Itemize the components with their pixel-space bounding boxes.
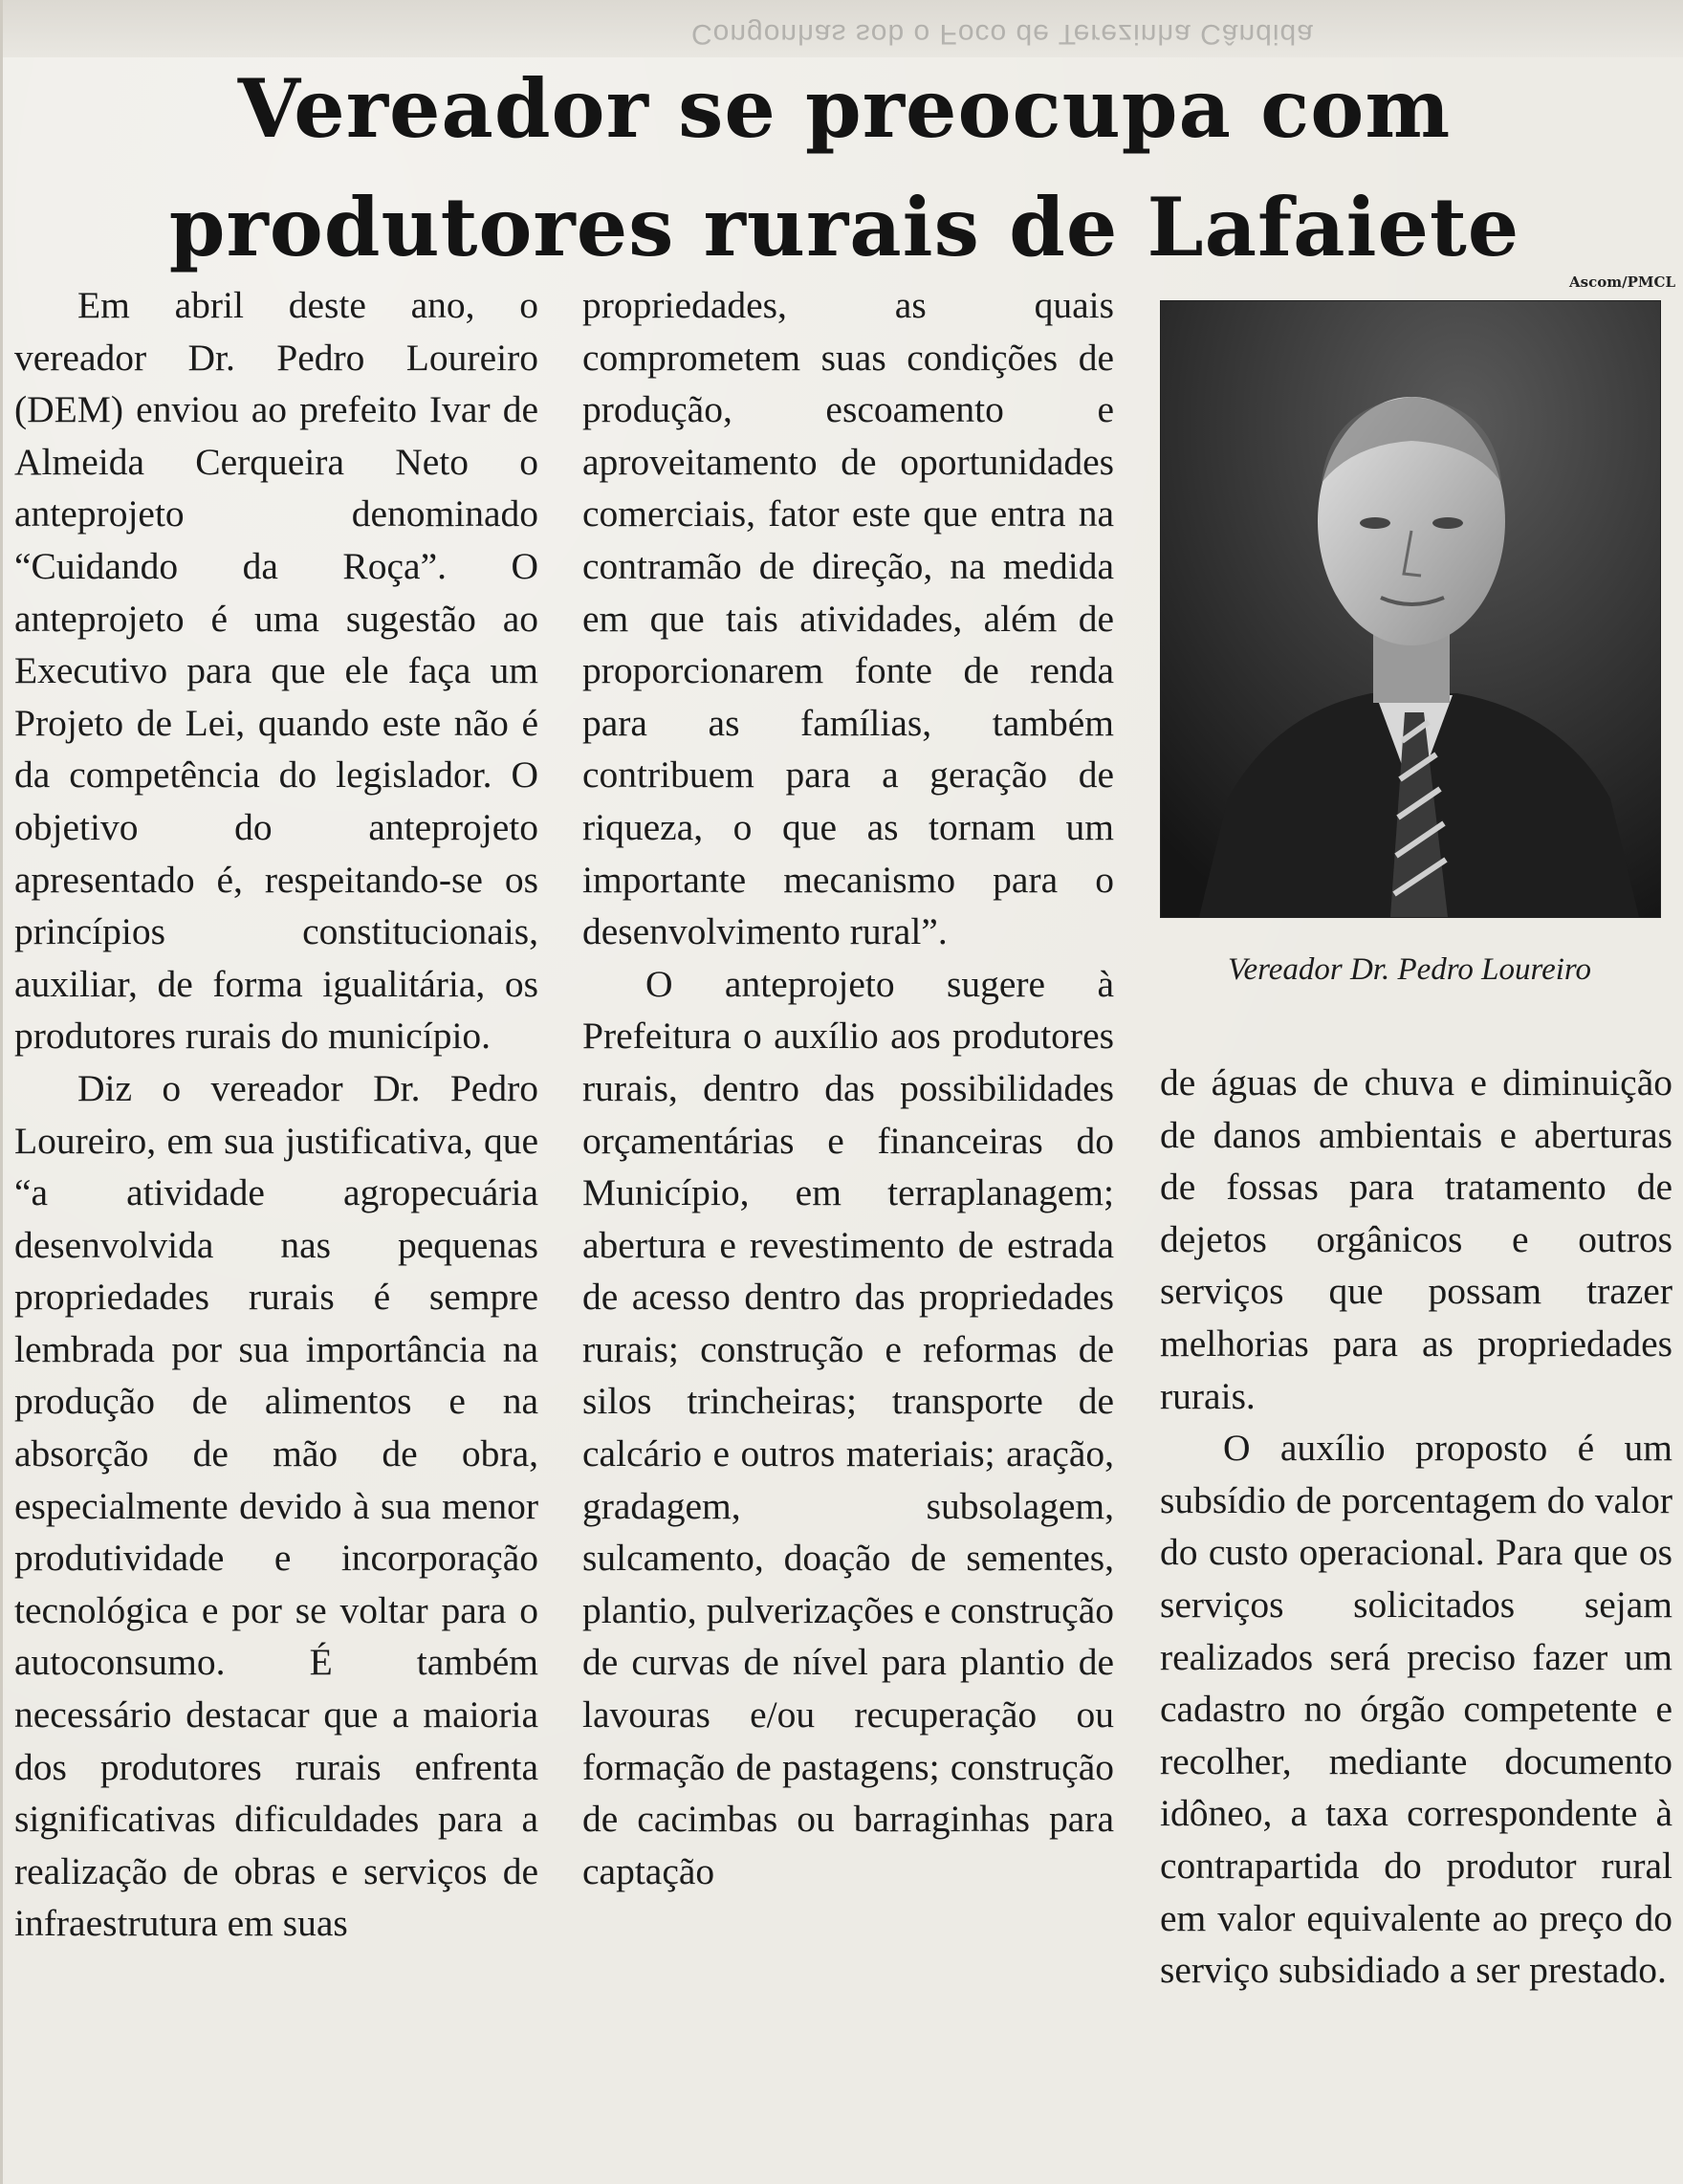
masthead-strip [3, 0, 1683, 57]
paragraph-3-start: O anteprojeto sugere à Prefeitura o auxílio aos produtores rurais, dentro das possibilidades orçamentárias e financeiras do Município, em terraplanagem; abertura e revestimento de estrada de acesso dentro das propriedades rurais; construção e reformas de silos trincheiras; transporte de calcário e outros materiais; aração, gradagem, subsolagem, sulcamento, doação de sementes, plantio, pulverizações e construção de curvas de nível para plantio de lavouras e/ou recuperação ou formação de pastagens; construção de cacimbas ou barraginhas para captação [582, 962, 1114, 1892]
masthead-fragment: Congonhas sob o Foco de Terezinha Cândida [691, 18, 1314, 50]
article-column-2 [582, 279, 1114, 1897]
paragraph-4: O auxílio proposto é um subsídio de porcentagem do valor do custo operacional. Para que os serviços solicitados sejam realizados será preciso fazer um cadastro no órgão competente e recolher, mediante documento idôneo, a taxa correspondente à contrapartida do produtor rural em valor equivalente ao preço do serviço subsidiado a ser prestado. [1160, 1427, 1672, 1992]
photo-credit: Ascom/PMCL [1569, 273, 1675, 291]
article-column-1 [14, 279, 538, 1950]
headline-line-2: produtores rurais de Lafaiete [168, 180, 1520, 274]
paragraph-2-end: propriedades, as quais comprometem suas condições de produção, escoamento e aproveitamento de oportunidades comerciais, fator este que entra na contramão de direção, na medida em que tais atividades, além de proporcionarem fonte de renda para as famílias, também contribuem para a geração de riqueza, o que as tornam um importante mecanismo para o desenvolvimento rural”. [582, 284, 1114, 953]
portrait-illustration [1161, 301, 1660, 917]
portrait-photo [1160, 300, 1661, 918]
article-column-3 [1160, 1057, 1672, 1997]
paragraph-3-end: de águas de chuva e diminuição de danos ambientais e aberturas de fossas para tratamento de dejetos orgânicos e outros serviços que possam trazer melhorias para as propriedades rurais. [1160, 1061, 1672, 1417]
headline [60, 50, 1628, 287]
headline-line-1: Vereador se preocupa com [237, 61, 1452, 156]
photo-caption: Vereador Dr. Pedro Loureiro [1227, 952, 1592, 987]
paragraph-2-start: Diz o vereador Dr. Pedro Loureiro, em sua justificativa, que “a atividade agropecuária desenvolvida nas pequenas propriedades rurais é sempre lembrada por sua importância na produção de alimentos e na absorção de mão de obra, especialmente devido à sua menor produtividade e incorporação tecnológica e por se voltar para o autoconsumo. É também necessário destacar que a maioria dos produtores rurais enfrenta significativas dificuldades para a realização de obras e serviços de infraestrutura em suas [14, 1066, 538, 1945]
paragraph-1: Em abril deste ano, o vereador Dr. Pedro Loureiro (DEM) enviou ao prefeito Ivar de Almeida Cerqueira Neto o anteprojeto denominado “Cuidando da Roça”. O anteprojeto é uma sugestão ao Executivo para que ele faça um Projeto de Lei, quando este não é da competência do legislador. O objetivo do anteprojeto apresentado é, respeitando-se os princípios constitucionais, auxiliar, de forma igualitária, os produtores rurais do município. [14, 284, 538, 1058]
